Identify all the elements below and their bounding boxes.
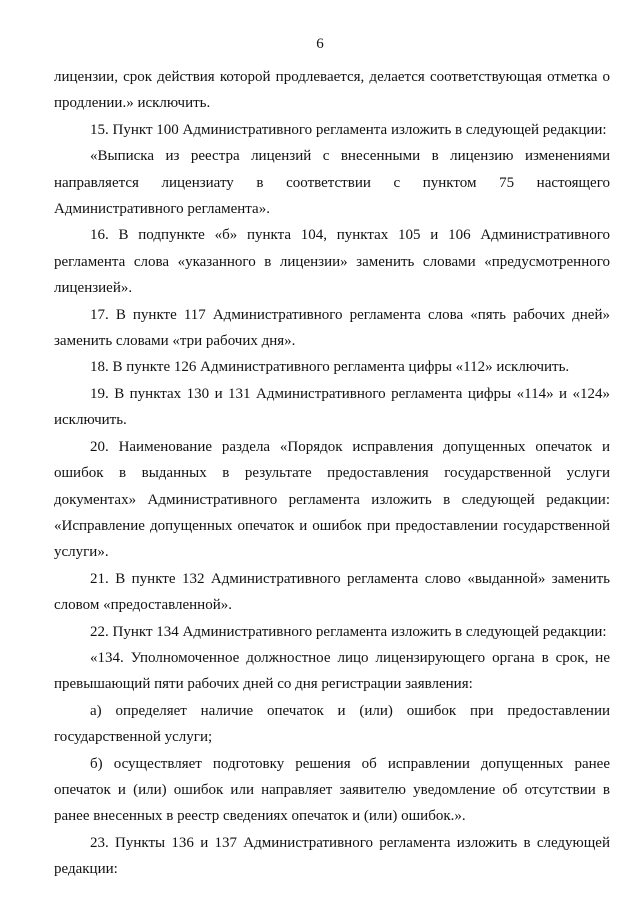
paragraph: 22. Пункт 134 Административного регламента изложить в следующей редакции: [90,623,607,640]
paragraph: 21. В пункте 132 Административного регламента слово «выданной» заменить словом «предоставленной». [54,570,610,614]
paragraph: 16. В подпункте «б» пункта 104, пунктах 105 и 106 Административного регламента слова «указанного в лицензии» заменить словами «предусмотренного лицензией». [54,227,610,297]
paragraph: а) определяет наличие опечаток и (или) ошибок при предоставлении государственной услуги; [54,702,610,746]
paragraph: лицензии, срок действия которой продлевается, делается соответствующая отметка о продлении.» исключить. [54,69,610,112]
document-body [54,64,610,883]
paragraph: 19. В пунктах 130 и 131 Административного регламента цифры «114» и «124» исключить. [54,385,610,429]
paragraph: «134. Уполномоченное должностное лицо лицензирующего органа в срок, не превышающий пяти рабочих дней со дня регистрации заявления: [54,649,610,693]
paragraph: 18. В пункте 126 Административного регламента цифры «112» исключить. [90,359,570,376]
paragraph: 20. Наименование раздела «Порядок исправления допущенных опечаток и ошибок в выданных в результате предоставления государственной услуги документах» Административного регламента изложить в следующей редакции: «Исправление допущенных опечаток и ошибок при предоставлении государственной услуги». [54,438,610,561]
paragraph: 17. В пункте 117 Административного регламента слова «пять рабочих дней» заменить словами «три рабочих дня». [54,306,610,350]
paragraph: 23. Пункты 136 и 137 Административного регламента изложить в следующей редакции: [54,834,610,878]
paragraph: б) осуществляет подготовку решения об исправлении допущенных ранее опечаток и (или) ошибок или направляет заявителю уведомление об отсутствии в ранее внесенных в реестр сведениях опечаток и (или) ошибок.». [54,755,610,825]
page-number: 6 [316,36,324,52]
paragraph: «Выписка из реестра лицензий с внесенными в лицензию изменениями направляется лицензиату в соответствии с пунктом 75 настоящего Административного регламента». [54,148,610,218]
paragraph: 15. Пункт 100 Административного регламента изложить в следующей редакции: [90,121,607,138]
